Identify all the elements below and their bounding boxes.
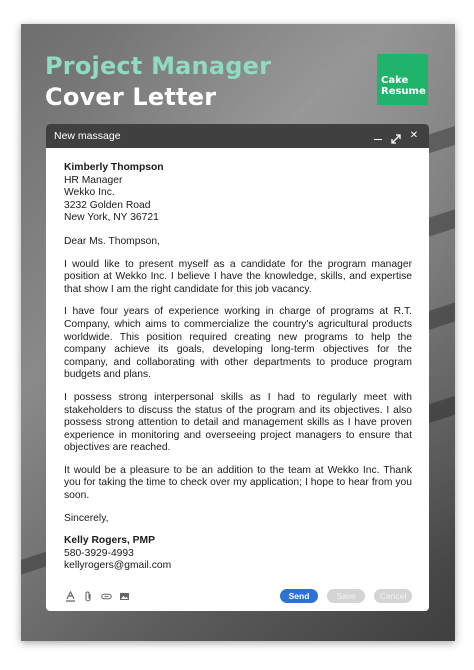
send-button[interactable]: Send xyxy=(280,589,318,603)
letter-body[interactable] xyxy=(46,148,429,573)
page-title-line-2: Cover Letter xyxy=(45,83,217,111)
compose-actions xyxy=(280,589,412,603)
link-icon[interactable] xyxy=(101,591,112,602)
expand-icon[interactable] xyxy=(391,131,401,141)
minimize-icon[interactable] xyxy=(373,131,383,141)
compose-window-title: New massage xyxy=(54,130,121,142)
recipient-name: Kimberly Thompson xyxy=(64,162,164,173)
letter-paragraph: I have four years of experience working in charge of programs at R.T. Company, which aims to commercialize the country's agricultural products worldwide. This position required creating new programs to help the company achieve its goals, developing long-term objectives for the company, and collaborating with other departments to produce program budgets and plans. xyxy=(64,306,412,381)
text-format-icon[interactable] xyxy=(65,591,76,602)
sender-email: kellyrogers@gmail.com xyxy=(64,560,172,572)
save-button[interactable]: Save xyxy=(327,589,365,603)
attachment-icon[interactable] xyxy=(83,591,94,602)
image-icon[interactable] xyxy=(119,591,130,602)
compose-window xyxy=(46,124,429,611)
logo-text-line-2: Resume xyxy=(381,86,426,97)
sender-name: Kelly Rogers, PMP xyxy=(64,535,155,547)
window-controls xyxy=(373,131,419,141)
page-title-line-1: Project Manager xyxy=(45,52,272,80)
recipient-city: New York, NY 36721 xyxy=(64,212,159,224)
letter-paragraph: I possess strong interpersonal skills as I had to regularly meet with stakeholders to discuss the status of the program and its objectives. I also possess strong attention to detail and management skills as I have proven experience in monitoring and overseeing project managers to ensure that objectives are reached. xyxy=(64,391,412,454)
recipient-street: 3232 Golden Road xyxy=(64,199,151,211)
formatting-tools xyxy=(65,591,130,602)
salutation: Dear Ms. Thompson, xyxy=(64,235,160,247)
sender-phone: 580-3929-4993 xyxy=(64,547,134,559)
compose-toolbar xyxy=(46,581,429,611)
letter-paragraph: It would be a pleasure to be an addition to the team at Wekko Inc. Thank you for taking the time to check over my application; I hope to hear from you soon. xyxy=(64,464,412,502)
cakeresume-logo xyxy=(377,54,428,105)
letter-paragraph: I would like to present myself as a candidate for the program manager position at Wekko Inc. I believe I have the knowledge, skills, and expertise that show I am the right candidate for this job vacancy. xyxy=(64,258,412,295)
cancel-button[interactable]: Cancel xyxy=(374,589,412,603)
close-icon[interactable]: ✕ xyxy=(409,130,419,141)
recipient-company: Wekko Inc. xyxy=(64,187,115,199)
cover-letter-sheet xyxy=(21,24,455,641)
closing: Sincerely, xyxy=(64,512,109,524)
recipient-address xyxy=(64,162,412,225)
sender-signature xyxy=(64,535,412,573)
recipient-title: HR Manager xyxy=(64,174,123,186)
compose-titlebar xyxy=(46,124,429,148)
logo-text-line-1: Cake xyxy=(381,75,409,86)
